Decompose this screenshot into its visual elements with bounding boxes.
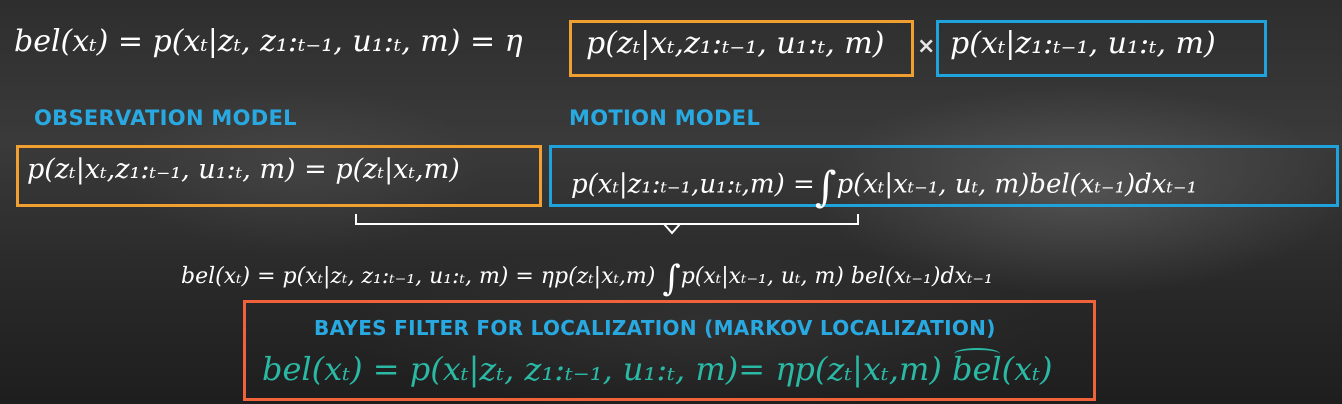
multiply-icon: ×	[917, 34, 936, 59]
motion-formula-left: p(xₜ|z₁:ₜ₋₁,u₁:ₜ,m) =	[571, 169, 815, 200]
integral-symbol: ∫	[662, 258, 681, 299]
combined-formula-right: p(xₜ|xₜ₋₁, uₜ, m) bel(xₜ₋₁)dxₜ₋₁	[680, 263, 993, 289]
combined-formula-left: bel(xₜ) = p(xₜ|zₜ, z₁:ₜ₋₁, u₁:ₜ, m) = ηp(zₜ|xₜ,m)	[181, 263, 656, 289]
prior-term: p(xₜ|z₁:ₜ₋₁, u₁:ₜ, m)	[950, 26, 1216, 61]
bayes-formula-tail: (xₜ)	[1001, 350, 1053, 388]
motion-model-heading: MOTION MODEL	[569, 106, 761, 130]
motion-model-formula	[571, 162, 1197, 211]
bayes-formula-left: bel(xₜ) = p(xₜ|zₜ, z₁:ₜ₋₁, u₁:ₜ, m)= ηp(zₜ|xₜ,m)	[262, 350, 942, 388]
combine-bracket	[354, 212, 860, 236]
observation-model-formula: p(zₜ|xₜ,z₁:ₜ₋₁, u₁:ₜ, m) = p(zₜ|xₜ,m)	[27, 154, 460, 185]
integral-symbol: ∫	[814, 162, 837, 211]
likelihood-term: p(zₜ|xₜ,z₁:ₜ₋₁, u₁:ₜ, m)	[586, 26, 885, 61]
observation-model-heading: OBSERVATION MODEL	[34, 106, 297, 130]
bayes-filter-heading: BAYES FILTER FOR LOCALIZATION (MARKOV LOCALIZATION)	[314, 316, 996, 340]
belief-definition-formula: bel(xₜ) = p(xₜ|zₜ, z₁:ₜ₋₁, u₁:ₜ, m) = η	[14, 24, 523, 59]
motion-formula-right: p(xₜ|xₜ₋₁, uₜ, m)bel(xₜ₋₁)dxₜ₋₁	[836, 169, 1198, 200]
combined-belief-formula	[181, 258, 993, 299]
bayes-filter-formula	[262, 350, 1053, 388]
predicted-belief-term: bel	[951, 350, 1002, 388]
